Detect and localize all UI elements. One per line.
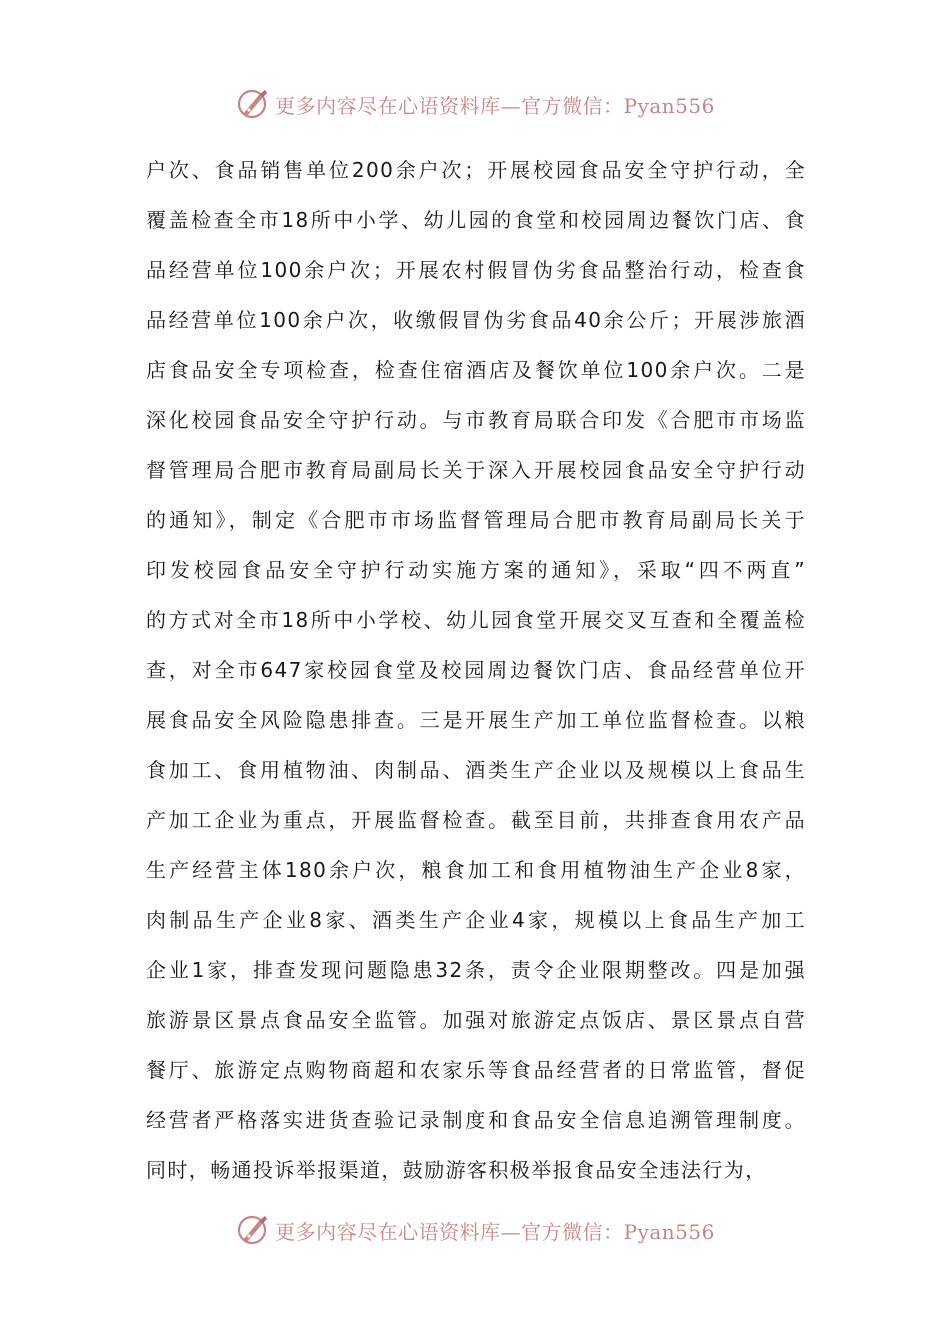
pen-nib-circle-icon (235, 1212, 271, 1248)
text-line: 覆盖检查全市18所中小学、幼儿园的食堂和校园周边餐饮门店、食 (146, 208, 806, 232)
text-line: 印发校园食品安全守护行动实施方案的通知》，采取“四不两直” (146, 558, 806, 582)
text-line: 店食品安全专项检查，检查住宿酒店及餐饮单位100余户次。二是 (146, 358, 806, 382)
text-line: 深化校园食品安全守护行动。与市教育局联合印发《合肥市市场监 (146, 408, 806, 432)
text-line: 餐厅、旅游定点购物商超和农家乐等食品经营者的日常监管，督促 (146, 1058, 806, 1082)
text-line: 企业1家，排查发现问题隐患32条，责令企业限期整改。四是加强 (146, 958, 806, 982)
text-line: 品经营单位100余户次；开展农村假冒伪劣食品整治行动，检查食 (146, 258, 806, 282)
text-line: 同时，畅通投诉举报渠道，鼓励游客积极举报食品安全违法行为， (146, 1158, 767, 1182)
watermark-text: 更多内容尽在心语资料库—官方微信：Pyan556 (275, 93, 715, 118)
text-line: 督管理局合肥市教育局副局长关于深入开展校园食品安全守护行动 (146, 458, 806, 482)
text-line: 户次、食品销售单位200余户次；开展校园食品安全守护行动，全 (146, 158, 806, 182)
text-line: 展食品安全风险隐患排查。三是开展生产加工单位监督检查。以粮 (146, 708, 806, 732)
body-text (146, 150, 806, 1200)
text-line: 肉制品生产企业8家、酒类生产企业4家，规模以上食品生产加工 (146, 908, 806, 932)
text-line: 经营者严格落实进货查验记录制度和食品安全信息追溯管理制度。 (146, 1108, 806, 1132)
text-line: 查，对全市647家校园食堂及校园周边餐饮门店、食品经营单位开 (146, 658, 806, 682)
text-line: 的方式对全市18所中小学校、幼儿园食堂开展交叉互查和全覆盖检 (146, 608, 806, 632)
text-line: 品经营单位100余户次，收缴假冒伪劣食品40余公斤；开展涉旅酒 (146, 308, 806, 332)
text-line: 的通知》，制定《合肥市市场监督管理局合肥市教育局副局长关于 (146, 508, 806, 532)
text-line: 旅游景区景点食品安全监管。加强对旅游定点饭店、景区景点自营 (146, 1008, 806, 1032)
pen-nib-circle-icon (235, 86, 271, 122)
text-line: 产加工企业为重点，开展监督检查。截至目前，共排查食用农产品 (146, 808, 806, 832)
text-line: 食加工、食用植物油、肉制品、酒类生产企业以及规模以上食品生 (146, 758, 806, 782)
header-watermark (0, 84, 950, 124)
watermark-text: 更多内容尽在心语资料库—官方微信：Pyan556 (275, 1219, 715, 1244)
text-line: 生产经营主体180余户次，粮食加工和食用植物油生产企业8家， (146, 858, 806, 882)
footer-watermark (0, 1210, 950, 1250)
